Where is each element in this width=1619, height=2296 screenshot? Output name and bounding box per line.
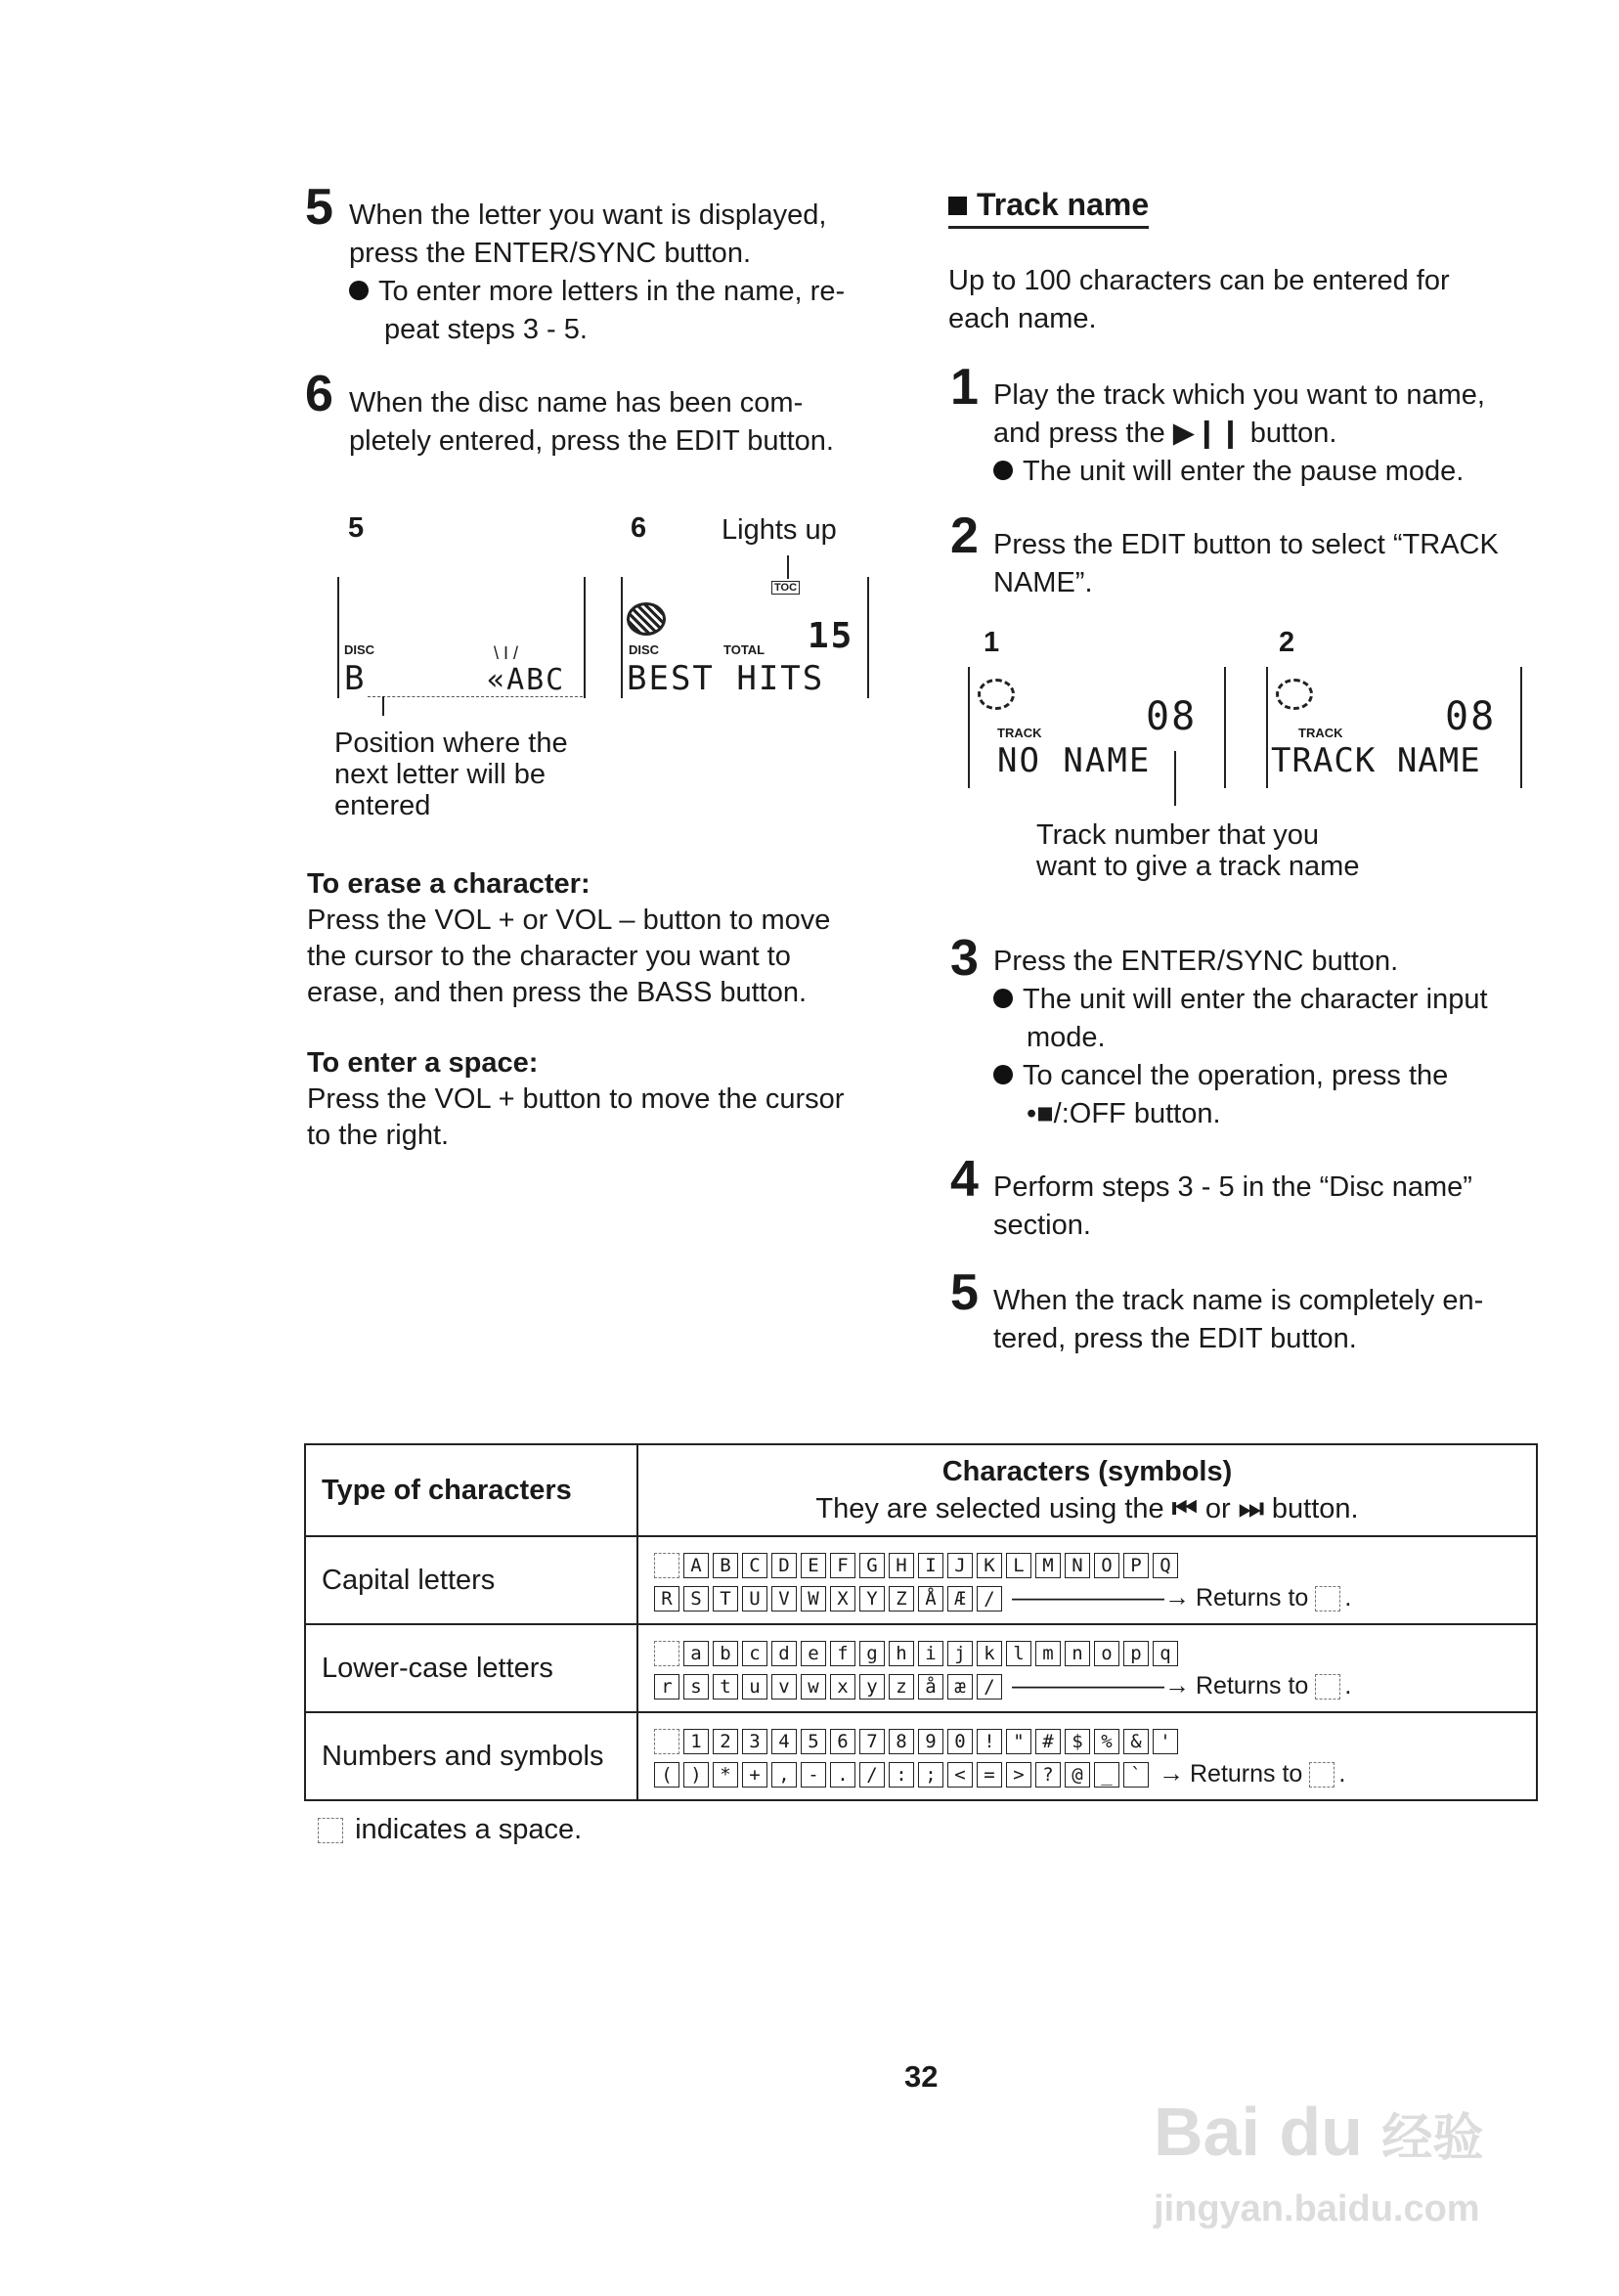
char-box: o [1094,1641,1119,1666]
char-box: D [771,1553,797,1578]
bullet-icon [993,461,1013,480]
lcd-step6-name: BEST HITS [627,659,825,698]
erase-line-1: Press the VOL + or VOL – button to move [307,905,831,936]
arrow-right-icon: → [1159,1758,1184,1788]
char-box: I [918,1553,943,1578]
intro-line-2: each name. [948,303,1097,334]
track-step-3-line-1: Press the ENTER/SYNC button. [993,946,1399,977]
step-5-bullet: To enter more letters in the name, re- [349,273,845,311]
returns-to-label: Returns to [1196,1584,1316,1612]
table-row [305,1712,1537,1800]
char-box: e [801,1641,826,1666]
char-box: j [947,1641,973,1666]
step-6-line-2: pletely entered, press the EDIT button. [349,425,834,457]
char-box: ; [918,1762,943,1788]
disc-icon [627,602,666,636]
lcd-step5-cursor-letter: B [344,659,367,698]
track-step-3-number: 3 [950,930,979,987]
char-box: d [771,1641,797,1666]
char-box: < [947,1762,973,1788]
char-box: g [859,1641,885,1666]
char-box: Z [889,1586,914,1612]
char-box: O [1094,1553,1119,1578]
char-box: r [654,1674,679,1700]
space-symbol-icon [1315,1586,1340,1612]
char-box: - [801,1762,826,1788]
position-pointer [382,696,384,716]
figure-label-1: 1 [984,627,1000,658]
returns-to-label: Returns to [1190,1760,1310,1788]
char-box: E [801,1553,826,1578]
char-box: ` [1123,1762,1149,1788]
row-characters [637,1536,1537,1624]
track-step-3-bullet-2: To cancel the operation, press the [993,1057,1448,1095]
char-box: z [889,1674,914,1700]
space-symbol-icon [1315,1674,1340,1700]
char-box: n [1065,1641,1090,1666]
char-box: S [683,1586,709,1612]
char-box: 9 [918,1729,943,1754]
track-number-1: 08 [1146,694,1198,739]
char-box: + [742,1762,767,1788]
arrow-right-icon: ——————→ [1012,1670,1190,1700]
intro-line-1: Up to 100 characters can be entered for [948,265,1450,296]
char-box: 4 [771,1729,797,1754]
row-label: Numbers and symbols [305,1712,637,1800]
watermark-url: jingyan.baidu.com [1154,2188,1480,2230]
table-row [305,1536,1537,1624]
char-box: h [889,1641,914,1666]
space-symbol-icon [1309,1762,1335,1788]
step-6-line-1: When the disc name has been com- [349,387,804,419]
char-box: # [1035,1729,1061,1754]
char-box: 5 [801,1729,826,1754]
char-box: W [801,1586,826,1612]
step-5-line-2: press the ENTER/SYNC button. [349,238,751,269]
previous-track-icon: ⏮ [1171,1493,1198,1524]
char-box: c [742,1641,767,1666]
char-box: ? [1035,1762,1061,1788]
lcd-track-1-text: NO NAME [997,741,1152,780]
arrow-right-icon: ——————→ [1012,1582,1190,1612]
char-box: * [713,1762,738,1788]
char-box: > [1006,1762,1031,1788]
step-5-number: 5 [305,179,333,236]
track-name-heading: Track name [948,186,1149,229]
char-box: s [683,1674,709,1700]
char-box: U [742,1586,767,1612]
char-box: B [713,1553,738,1578]
header-type-of-characters: Type of characters [305,1444,637,1536]
space-char-box [654,1641,679,1666]
lcd-step5-letters: «ABC [487,663,566,697]
char-box: l [1006,1641,1031,1666]
page-number: 32 [904,2059,939,2094]
char-box: L [1006,1553,1031,1578]
disc-label-2: DISC [629,642,660,657]
char-box: M [1035,1553,1061,1578]
table-row [305,1624,1537,1712]
track-caption-2: want to give a track name [1036,851,1360,882]
bullet-icon [993,989,1013,1008]
char-box: K [977,1553,1002,1578]
char-box: k [977,1641,1002,1666]
char-box: q [1153,1641,1178,1666]
char-box: m [1035,1641,1061,1666]
char-box: / [977,1586,1002,1612]
disc-blink-icon [978,679,1015,710]
char-box: C [742,1553,767,1578]
char-box: Æ [947,1586,973,1612]
total-tracks-number: 15 [808,616,854,656]
figure-label-6: 6 [631,512,647,544]
lights-up-label: Lights up [722,514,837,546]
char-box: / [859,1762,885,1788]
track-step-2-line-1: Press the EDIT button to select “TRACK [993,529,1499,560]
char-box: V [771,1586,797,1612]
space-char-box [654,1553,679,1578]
period: . [1338,1758,1346,1788]
track-step-1-line-1: Play the track which you want to name, [993,379,1485,411]
char-box: a [683,1641,709,1666]
lights-up-pointer [787,555,789,579]
figure-label-2: 2 [1279,627,1295,658]
toc-indicator: TOC [771,581,800,595]
char-box: i [918,1641,943,1666]
char-box: % [1094,1729,1119,1754]
char-box: 0 [947,1729,973,1754]
step-6-number: 6 [305,366,333,422]
caption-position-2: next letter will be [334,759,546,790]
char-box: F [830,1553,855,1578]
char-box: 7 [859,1729,885,1754]
char-box: Å [918,1586,943,1612]
square-bullet-icon [948,197,967,215]
bullet-icon [349,281,369,300]
char-box: , [771,1762,797,1788]
erase-line-3: erase, and then press the BASS button. [307,977,808,1008]
period: . [1344,1670,1352,1700]
char-box: 8 [889,1729,914,1754]
baidu-logo-watermark: Bai du 经验 [1154,2094,1484,2170]
caption-position-1: Position where the [334,728,568,759]
char-box: 1 [683,1729,709,1754]
play-pause-icon: ▶❙❙ [1172,418,1243,449]
period: . [1344,1582,1352,1612]
char-box: R [654,1586,679,1612]
track-step-1-line-2: and press the ▶❙❙ button. [993,418,1337,449]
char-box: 3 [742,1729,767,1754]
char-box: ' [1153,1729,1178,1754]
track-label-2: TRACK [1298,726,1343,740]
char-box: u [742,1674,767,1700]
char-box: x [830,1674,855,1700]
footnote: indicates a space. [318,1811,582,1849]
track-step-5-line-2: tered, press the EDIT button. [993,1323,1357,1354]
bullet-icon [993,1065,1013,1084]
char-box: = [977,1762,1002,1788]
space-line-2: to the right. [307,1120,450,1151]
returns-to-label: Returns to [1196,1672,1316,1700]
track-number-2: 08 [1445,694,1497,739]
char-box: N [1065,1553,1090,1578]
figure-label-5: 5 [348,512,365,544]
char-box: P [1123,1553,1149,1578]
track-step-5-number: 5 [950,1264,979,1321]
row-label: Lower-case letters [305,1624,637,1712]
char-box: p [1123,1641,1149,1666]
char-box: : [889,1762,914,1788]
char-box: ! [977,1729,1002,1754]
char-box: ) [683,1762,709,1788]
space-char-box [654,1729,679,1754]
char-box: X [830,1586,855,1612]
char-box: v [771,1674,797,1700]
disc-label-1: DISC [344,642,375,657]
char-box: 2 [713,1729,738,1754]
track-step-3-bullet-1: The unit will enter the character input [993,981,1488,1019]
char-box: A [683,1553,709,1578]
row-characters [637,1712,1537,1800]
track-step-3-bullet-2-cont: •■/:OFF button. [1027,1098,1221,1129]
char-box: ( [654,1762,679,1788]
next-track-icon: ⏭ [1238,1493,1264,1524]
track-number-pointer [1174,751,1176,806]
row-characters [637,1624,1537,1712]
step-5-bullet-cont: peat steps 3 - 5. [384,314,588,345]
char-box: Q [1153,1553,1178,1578]
track-step-5-line-1: When the track name is completely en- [993,1285,1484,1316]
track-label-1: TRACK [997,726,1042,740]
space-heading: To enter a space: [307,1047,539,1079]
char-box: . [830,1762,855,1788]
char-box: J [947,1553,973,1578]
caption-position-3: entered [334,790,431,821]
header-characters: Characters (symbols) They are selected using the ⏮ or ⏭ button. [637,1444,1537,1536]
char-box: T [713,1586,738,1612]
track-caption-1: Track number that you [1036,819,1320,851]
character-table [304,1443,1538,1801]
char-box: & [1123,1729,1149,1754]
track-step-1-bullet: The unit will enter the pause mode. [993,453,1464,491]
erase-heading: To erase a character: [307,868,591,900]
track-step-1-number: 1 [950,359,979,416]
char-box: b [713,1641,738,1666]
lcd-divider [368,696,583,697]
track-step-2-number: 2 [950,508,979,564]
char-box: _ [1094,1762,1119,1788]
char-box: t [713,1674,738,1700]
char-box: Y [859,1586,885,1612]
track-step-3-bullet-1-cont: mode. [1027,1022,1106,1053]
space-symbol-icon [318,1818,343,1843]
track-step-4-line-1: Perform steps 3 - 5 in the “Disc name” [993,1171,1472,1203]
char-box: @ [1065,1762,1090,1788]
total-label: TOTAL [723,642,766,657]
char-box: H [889,1553,914,1578]
char-box: 6 [830,1729,855,1754]
char-box: " [1006,1729,1031,1754]
track-step-4-number: 4 [950,1151,979,1208]
track-step-4-line-2: section. [993,1210,1091,1241]
step-5-line-1: When the letter you want is displayed, [349,199,827,231]
char-box: / [977,1674,1002,1700]
char-box: w [801,1674,826,1700]
blink-icon: \ I / [494,643,519,663]
row-label: Capital letters [305,1536,637,1624]
erase-line-2: the cursor to the character you want to [307,941,791,972]
char-box: $ [1065,1729,1090,1754]
lcd-track-2-text: TRACK NAME [1271,741,1481,780]
char-box: f [830,1641,855,1666]
char-box: å [918,1674,943,1700]
space-line-1: Press the VOL + button to move the cursor [307,1083,845,1115]
disc-blink-icon-2 [1276,679,1313,710]
char-box: y [859,1674,885,1700]
track-step-2-line-2: NAME”. [993,567,1093,598]
char-box: æ [947,1674,973,1700]
char-box: G [859,1553,885,1578]
